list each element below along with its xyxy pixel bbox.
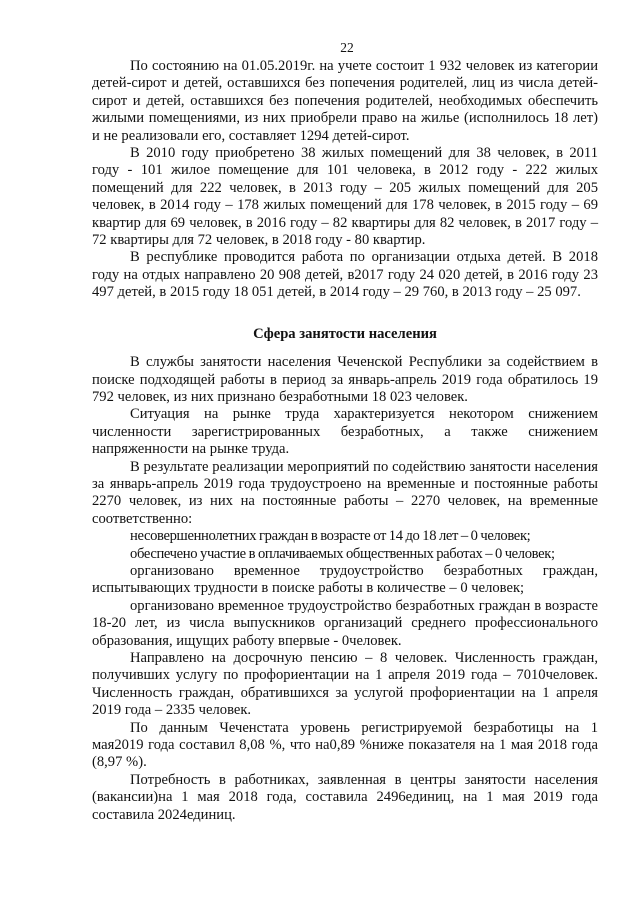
paragraph-early-pension-career-guidance: Направлено на досрочную пенсию – 8 человек. Численность граждан, получивших услугу по профориентации на 1 апреля 2019 года – 7010человек. Численность граждан, обратившихся за услугой профориентации на 1 апреля 2019 года – 2335 человек.: [92, 650, 598, 719]
paragraph-housing-acquired: В 2010 году приобретено 38 жилых помещений для 38 человек, в 2011 году - 101 жилое помещение для 101 человека, в 2012 году - 222 жилых помещений для 222 человек, в 2013 году – 205 жилых помещений для 205 человек, в 2014 году – 178 жилых помещений для 178 человек, в 2015 году – 69 квартир для 69 человек, в 2016 году – 82 квартиры для 82 человек, в 2017 году – 72 квартиры для 72 человек, в 2018 году - 80 квартир.: [92, 145, 598, 249]
paragraph-unemployment-rate: По данным Чеченстата уровень регистрируемой безработицы на 1 мая2019 года составил 8,08 %, что на0,89 %ниже показателя на 1 мая 2018 года (8,97 %).: [92, 719, 598, 771]
paragraph-children-recreation: В республике проводится работа по организации отдыха детей. В 2018 году на отдых направлено 20 908 детей, в2017 году 24 020 детей, в 2016 году 23 497 детей, в 2015 году 18 051 детей, в 2014 году – 29 760, в 2013 году – 25 097.: [92, 249, 598, 301]
list-item-temporary-employment: организовано временное трудоустройство безработных граждан, испытывающих трудности в поиске работы в количестве – 0 человек;: [92, 562, 598, 597]
document-page: [92, 40, 598, 824]
section-title: Сфера занятости населения: [253, 325, 437, 342]
paragraph-orphans-registered: По состоянию на 01.05.2019г. на учете состоит 1 932 человек из категории детей-сирот и детей, оставшихся без попечения родителей, лиц из числа детей-сирот и детей, оставшихся без попечения родителей, необходимых обеспечить жилыми помещениями, из них приобрели право на жилье (исполнилось 18 лет) и не реализовали его, составляет 1294 детей-сирот.: [92, 58, 598, 144]
page-number: 22: [340, 40, 354, 55]
list-item-public-works: обеспечено участие в оплачиваемых общественных работах – 0 человек;: [130, 545, 555, 562]
list-item-minors: несовершеннолетних граждан в возрасте от 14 до 18 лет – 0 человек;: [130, 528, 531, 545]
paragraph-employment-results: В результате реализации мероприятий по содействию занятости населения за январь-апрель 2019 года трудоустроено на временные и постоянные работы 2270 человек, из них на постоянные работы – 2270 человек, на временные соответственно:: [92, 458, 598, 527]
paragraph-employment-service-applications: В службы занятости населения Чеченской Республики за содействием в поиске подходящей работы в период за январь-апрель 2019 года обратилось 19 792 человек, из них признано безработными 18 023 человек.: [92, 354, 598, 405]
paragraph-vacancies: Потребность в работниках, заявленная в центры занятости населения (вакансии)на 1 мая 2018 года, составила 2496единиц, на 1 мая 2019 года составила 2024единиц.: [92, 771, 598, 823]
list-item-graduates-employment: организовано временное трудоустройство безработных граждан в возрасте 18-20 лет, из числа выпускников организаций среднего профессионального образования, ищущих работу впервые - 0человек.: [92, 597, 598, 649]
paragraph-labor-market-situation: Ситуация на рынке труда характеризуется некотором снижением численности зарегистрированных безработных, а также снижением напряженности на рынке труда.: [92, 406, 598, 458]
